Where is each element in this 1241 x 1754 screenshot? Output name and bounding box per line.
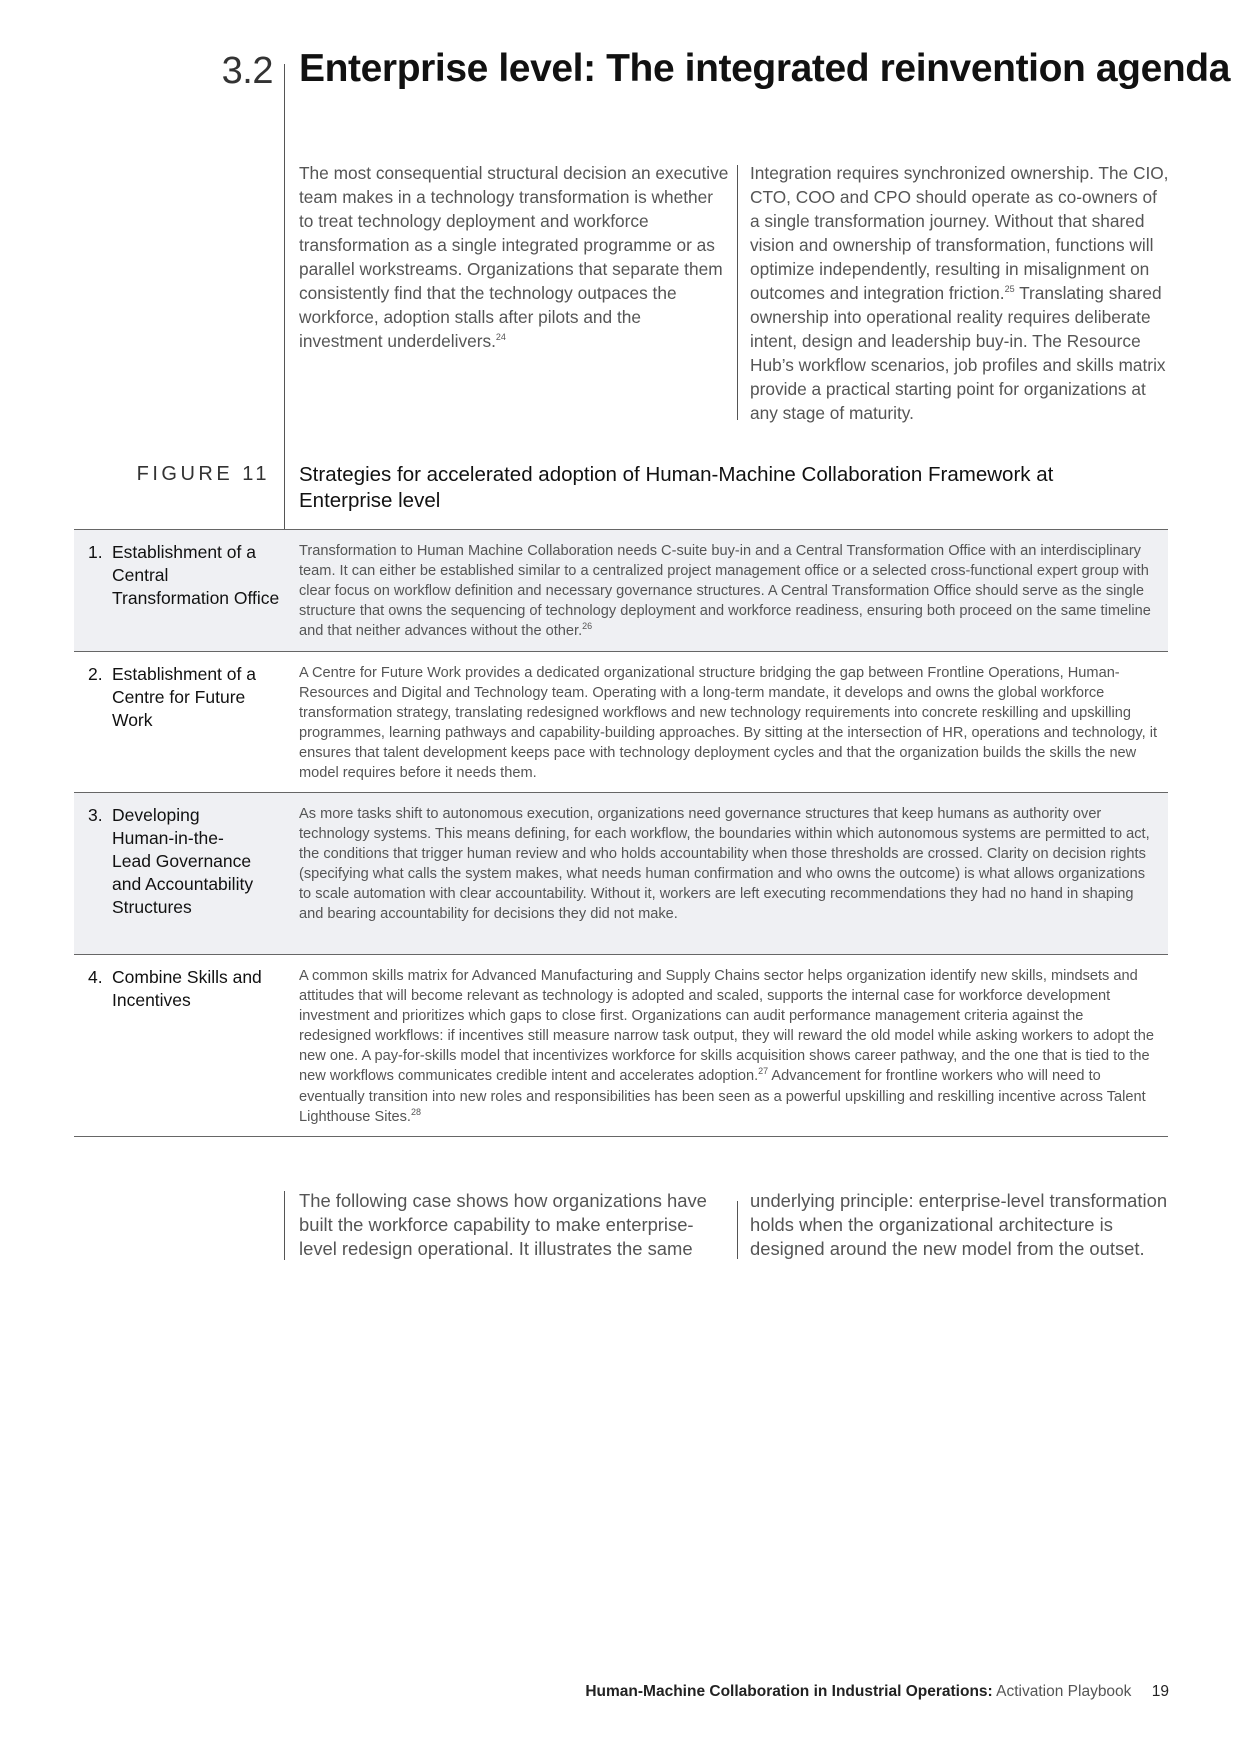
intro-right-text-1: Integration requires synchronized ownership. The CIO, CTO, COO and CPO should operate as co-owners of a single transformation journey. Without that shared vision and ownership of transformation, functions will optimize independently, resulting in misalignment on outcomes and integration friction. — [750, 163, 1169, 303]
closing-column-left: The following case shows how organizations have built the workforce capability to make enterprise-level redesign operational. It illustrates the same — [299, 1190, 707, 1259]
row-heading — [74, 955, 299, 1136]
footnote-ref: 24 — [495, 332, 506, 343]
footer-subtitle: Activation Playbook — [996, 1683, 1132, 1700]
row-label: Developing Human-in-the-Lead Governance and Accountability Structures — [112, 805, 254, 917]
intro-column-divider — [737, 165, 738, 420]
row-heading — [74, 530, 299, 651]
intro-left-text: The most consequential structural decision an executive team makes in a technology transformation is whether to treat technology deployment and workforce transformation as a single integrated programme or as parallel workstreams. Organizations that separate them consistently find that the technology outpaces the workforce, adoption stalls after pilots and the investment underdelivers. — [299, 163, 729, 351]
section-number: 3.2 — [221, 50, 273, 92]
figure-label: FIGURE 11 — [136, 463, 270, 485]
row-label: Combine Skills and Incentives — [112, 967, 262, 1010]
closing-column-divider — [737, 1201, 738, 1259]
footnote-ref: 28 — [410, 1106, 421, 1117]
row-description — [299, 955, 1168, 1136]
row-description-text: Transformation to Human Machine Collaboration needs C-suite buy-in and a Central Transformation Office with an interdisciplinary team. It can either be established similar to a centralized project management office or a selected cross-functional expert group with clear focus on workflow definition and necessary governance structures. A Central Transformation Office should serve as the single structure that owns the sequencing of technology deployment and workforce readiness, ensuring both proceed on the same timeline and that neither advances without the other. — [299, 543, 1151, 640]
table-row — [74, 651, 1168, 792]
section-divider-line — [284, 64, 285, 529]
row-label: Establishment of a Centre for Future Work — [112, 664, 256, 730]
footnote-ref: 25 — [1004, 284, 1015, 295]
figure-title: Strategies for accelerated adoption of Human-Machine Collaboration Framework at Enterprise level — [299, 463, 1054, 512]
intro-right-text-2: Translating shared ownership into operational reality requires deliberate intent, design and leadership buy-in. The Resource Hub’s workflow scenarios, job profiles and skills matrix provide a practical starting point for organizations at any stage of maturity. — [750, 283, 1166, 423]
table-row — [74, 529, 1168, 651]
figure-table — [74, 529, 1168, 1137]
row-heading — [74, 793, 299, 954]
row-number: 4. — [88, 967, 103, 987]
row-number: 1. — [88, 542, 103, 562]
page-footer — [585, 1683, 1169, 1701]
page-number: 19 — [1151, 1683, 1169, 1700]
row-label: Establishment of a Central Transformation Office — [112, 542, 280, 608]
closing-column-right: underlying principle: enterprise-level transformation holds when the organizational architecture is designed around the new model from the outset. — [750, 1190, 1168, 1259]
row-description-text: A Centre for Future Work provides a dedicated organizational structure bridging the gap between Frontline Operations, Human-Resources and Digital and Technology team. Operating with a long-term mandate, it develops and owns the global workforce transformation strategy, translating redesigned workflows and new technology requirements into concrete reskilling and upskilling programmes, learning pathways and capability-building approaches. By sitting at the intersection of HR, operations and technology, it ensures that talent development keeps pace with technology deployment cycles and that the organization builds the skills the new model requires before it needs them. — [299, 665, 1158, 782]
footer-title: Human-Machine Collaboration in Industrial Operations: — [585, 1683, 993, 1700]
intro-column-right — [750, 161, 1170, 425]
footnote-ref: 26 — [582, 621, 593, 632]
row-number: 2. — [88, 664, 103, 684]
row-number: 3. — [88, 805, 103, 825]
intro-column-left — [299, 161, 729, 353]
table-row — [74, 792, 1168, 954]
row-description-text-2: Advancement for frontline workers who will need to eventually transition into new roles and responsibilities has been seen as a powerful upskilling and reskilling incentive across Talent Lighthouse Sites. — [299, 1068, 1146, 1125]
footnote-ref: 27 — [758, 1066, 769, 1077]
row-heading — [74, 652, 299, 792]
closing-left-rule — [284, 1191, 285, 1260]
row-description — [299, 530, 1168, 651]
section-title: Enterprise level: The integrated reinvention agenda — [299, 47, 1231, 90]
row-description-text: A common skills matrix for Advanced Manufacturing and Supply Chains sector helps organization identify new skills, mindsets and attitudes that will become relevant as technology is adopted and scaled, supports the internal case for workforce development investment and prioritizes which gaps to close first. Organizations can audit performance management criteria against the redesigned workflows: if incentives still measure narrow task output, they will reward the old model while asking workers to adopt the new one. A pay-for-skills model that incentivizes workforce for skills acquisition shows career pathway, and the one that is tied to the new workflows communicates credible intent and accelerates adoption. — [299, 968, 1154, 1085]
row-description-text: As more tasks shift to autonomous execution, organizations need governance structures that keep humans as authority over technology systems. This means defining, for each workflow, the boundaries within which autonomous systems are permitted to act, the conditions that trigger human review and who holds accountability when those thresholds are crossed. Clarity on decision rights (specifying what calls the system makes, what needs human confirmation and who owns the outcome) is what allows organizations to scale automation with clear accountability. Without it, workers are left executing recommendations they had no hand in shaping and bearing accountability for decisions they did not make. — [299, 806, 1150, 923]
row-description — [299, 793, 1168, 954]
table-row — [74, 954, 1168, 1137]
row-description — [299, 652, 1168, 792]
